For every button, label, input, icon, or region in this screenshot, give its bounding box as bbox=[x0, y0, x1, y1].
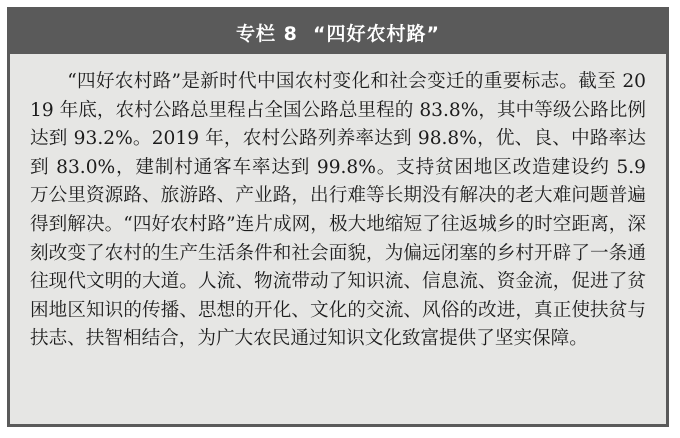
box-paragraph: “四好农村路”是新时代中国农村变化和社会变迁的重要标志。截至 2019 年底，农村公路总里程占全国公路总里程的 83.8%，其中等级公路比例达到 93.2%。2019 年，农村公路列养率达到 98.8%，优、良、中路率达到 83.0%，建制村通客车率达到 99.8%。支持贫困地区改造建设约 5.9 万公里资源路、旅游路、产业路，出行难等长期没有解决的老大难问题普遍得到解决。“四好农村路”连片成网，极大地缩短了往返城乡的时空距离，深刻改变了农村的生产生活条件和社会面貌，为偏远闭塞的乡村开辟了一条通往现代文明的大道。人流、物流带动了知识流、信息流、资金流，促进了贫困地区知识的传播、思想的开化、文化的交流、风俗的改进，真正使扶贫与扶志、扶智相结合，为广大农民通过知识文化致富提供了坚实保障。 bbox=[30, 71, 646, 350]
sidebar-box bbox=[7, 7, 669, 427]
box-title: 专栏 8 “四好农村路” bbox=[235, 22, 441, 45]
box-body bbox=[30, 68, 646, 354]
box-header bbox=[10, 10, 666, 54]
